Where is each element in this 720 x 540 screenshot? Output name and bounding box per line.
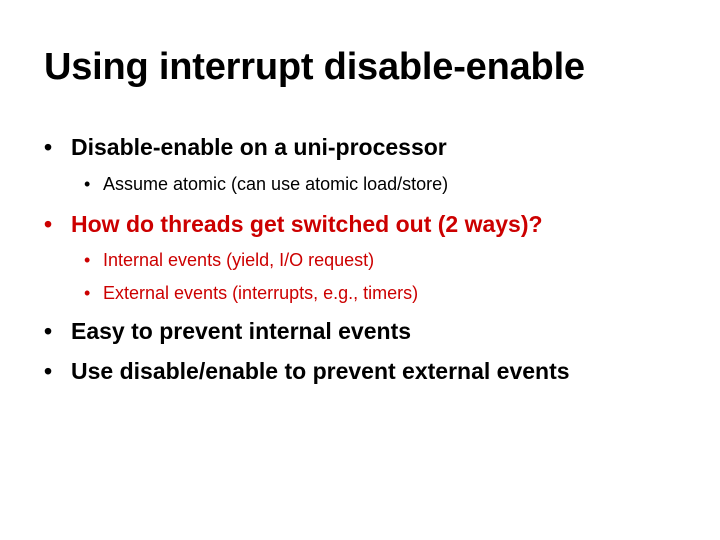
bullet-icon: • (44, 358, 53, 384)
bullet-icon: • (44, 318, 53, 344)
bullet-text: Internal events (yield, I/O request) (103, 250, 375, 270)
bullet-text: Easy to prevent internal events (71, 318, 412, 344)
bullet-icon: • (84, 174, 91, 194)
bullet-text: Use disable/enable to prevent external events (71, 358, 570, 384)
bullet-text: External events (interrupts, e.g., timers) (103, 283, 419, 303)
slide-title: Using interrupt disable-enable (44, 46, 585, 88)
bullet-text: How do threads get switched out (2 ways)? (71, 211, 543, 237)
bullet-icon: • (84, 250, 91, 270)
bullet-icon: • (44, 211, 53, 237)
bullet-text: Disable-enable on a uni-processor (71, 134, 447, 160)
bullet-icon: • (84, 283, 91, 303)
bullet-icon: • (44, 134, 53, 160)
bullet-text: Assume atomic (can use atomic load/store) (103, 174, 449, 194)
